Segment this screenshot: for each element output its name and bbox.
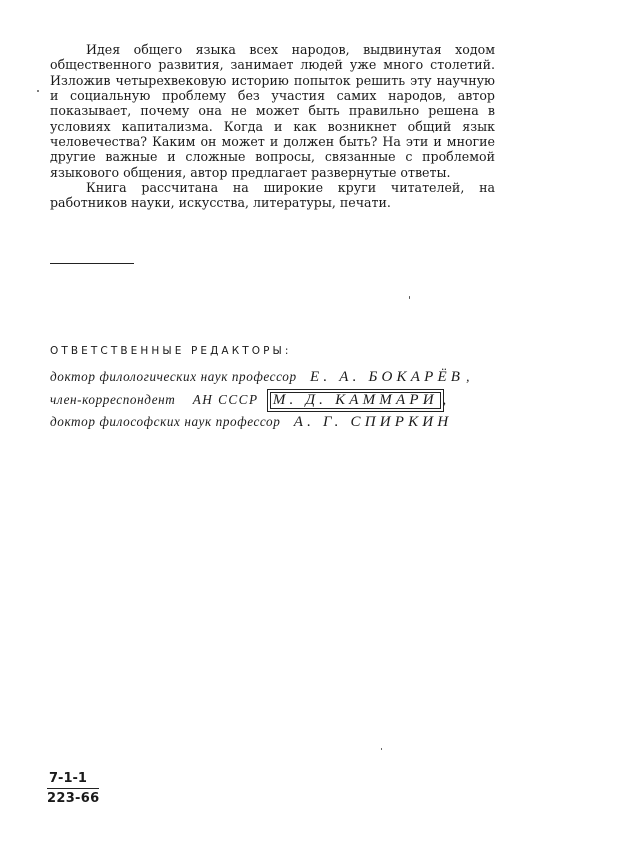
editor-name: Е. А. БОКАРЁВ <box>309 369 465 385</box>
editor-role: член-корреспондент <box>50 392 176 407</box>
editor-entry-spirkin <box>50 414 452 431</box>
print-speck <box>381 748 382 750</box>
annotation-paragraph-1: Идея общего языка всех народов, выдвинутая ходом общественного развития, занимает людей уже много столетий. Изложив четырехвековую историю попыток решить эту научную и социальную проблему без участия самих народов, автор показывает, почему она не может быть правильно решена в условиях капитализма. Когда и как возникнет общий язык человечества? Каким он может и должен быть? На эти и многие другие важные и сложные вопросы, связанные с проблемой языкового общения, автор предлагает развернутые ответы. <box>50 42 495 180</box>
editors-heading: ОТВЕТСТВЕННЫЕ РЕДАКТОРЫ: <box>50 345 292 357</box>
editor-role: доктор философских наук профессор <box>50 414 281 429</box>
editor-entry-kammari <box>50 392 446 409</box>
book-annotation <box>50 42 495 211</box>
print-speck <box>409 296 410 299</box>
editor-comma: , <box>466 369 470 384</box>
print-speck <box>37 90 39 92</box>
editor-role: доктор филологических наук профессор <box>50 369 297 384</box>
editor-name-mourning-frame: М. Д. КАММАРИ <box>270 392 441 409</box>
editor-name: А. Г. СПИРКИН <box>293 414 453 430</box>
editor-comma: , <box>442 392 447 407</box>
classification-code-bottom: 223-66 <box>47 788 99 808</box>
classification-code-top: 7-1-1 <box>49 771 87 786</box>
editor-entry-bokarev <box>50 369 469 386</box>
classification-code <box>47 770 99 808</box>
editor-organization: АН СССР <box>192 392 259 407</box>
separator-rule <box>50 263 134 264</box>
annotation-paragraph-2: Книга рассчитана на широкие круги читателей, на работников науки, искусства, литературы, печати. <box>50 180 495 211</box>
